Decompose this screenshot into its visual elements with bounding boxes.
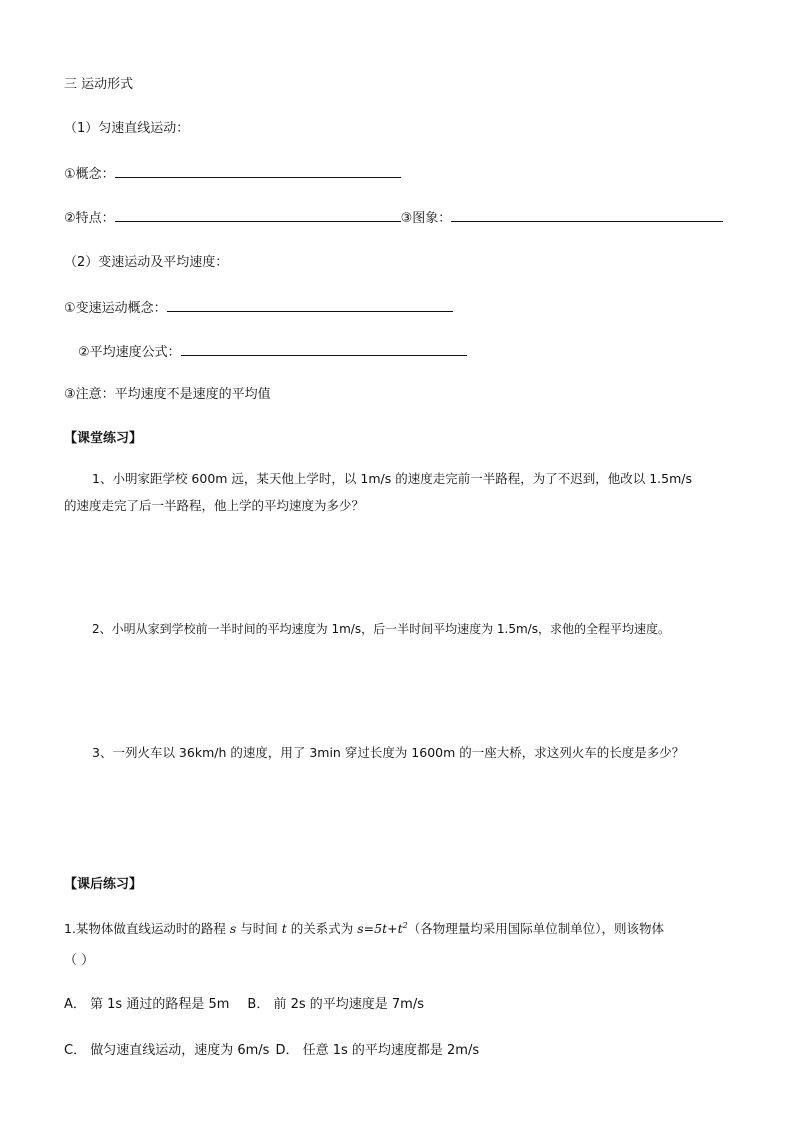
subsection-uniform-motion: （1）匀速直线运动： [64,121,190,136]
class-question-1-line-2: 的速度走完了后一半路程，他上学的平均速度为多少？ [64,498,365,513]
class-question-1-line-1: 1、小明家距学校 600m 远，某天他上学时，以 1m/s 的速度走完前一半路程，为了不迟到，他改以 1.5m/s [92,471,692,486]
hw-q1-text-d: （各物理量均采用国际单位制单位），则该物体 [407,921,664,936]
graph-blank[interactable] [451,208,723,222]
option-b[interactable]: B． 前 2s 的平均速度是 7m/s [247,997,424,1012]
hw-q1-formula: s=5t+t [357,921,403,936]
answer-parentheses: （ ） [64,953,95,968]
hw-q1-text-b: 与时间 [236,921,282,936]
hw-q1-var-s: s [229,921,237,936]
section-title: 三 运动形式 [64,77,134,92]
variable-concept-row [64,298,453,318]
avg-formula-row [78,342,467,362]
note-text: ③注意：平均速度不是速度的平均值 [64,387,271,402]
option-a[interactable]: A． 第 1s 通过的路程是 5m [64,997,230,1012]
hw-q1-text-c: 的关系式为 [286,921,358,936]
homework-question-1 [64,920,664,938]
class-question-3: 3、一列火车以 36km/h 的速度，用了 3min 穿过长度为 1600m 的一座大桥，求这列火车的长度是多少？ [92,745,685,760]
hw-q1-var-t: t [281,921,287,936]
hw-q1-exponent: 2 [402,921,408,930]
options-row-ab [64,996,424,1014]
options-row-cd [64,1042,479,1060]
feature-label: ②特点： [64,211,115,226]
graph-label: ③图象： [400,211,452,226]
concept-label: ①概念： [64,167,115,182]
avg-formula-blank[interactable] [181,342,467,356]
feature-graph-row [64,208,723,228]
concept-row [64,164,401,184]
concept-blank[interactable] [115,164,401,178]
option-d[interactable]: D． 任意 1s 的平均速度都是 2m/s [275,1043,480,1058]
option-c[interactable]: C． 做匀速直线运动，速度为 6m/s [64,1043,270,1058]
subsection-variable-motion: （2）变速运动及平均速度： [64,255,229,270]
feature-blank[interactable] [115,208,401,222]
variable-concept-label: ①变速运动概念： [64,301,167,316]
avg-formula-label: ②平均速度公式： [78,345,181,360]
class-question-2: 2、小明从家到学校前一半时间的平均速度为 1m/s，后一半时间平均速度为 1.5m/s，求他的全程平均速度。 [92,622,670,636]
class-practice-heading: 【课堂练习】 [64,431,143,446]
variable-concept-blank[interactable] [167,298,453,312]
homework-heading: 【课后练习】 [64,877,143,892]
hw-q1-text-a: 1.某物体做直线运动时的路程 [64,921,230,936]
